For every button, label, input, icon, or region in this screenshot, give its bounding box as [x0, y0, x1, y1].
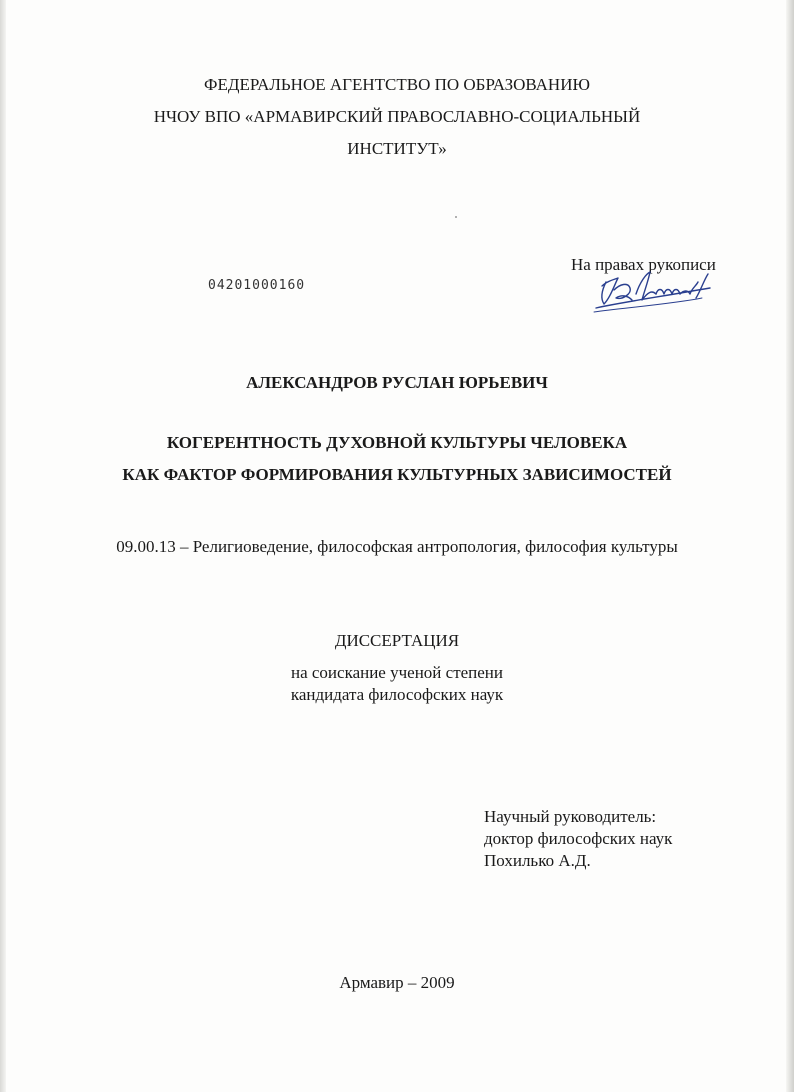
supervisor-name: Похилько А.Д. — [484, 851, 591, 870]
manuscript-rights-note: На правах рукописи — [571, 255, 716, 274]
registry-number: 04201000160 — [208, 278, 306, 293]
document-type: ДИССЕРТАЦИЯ — [334, 631, 460, 650]
author-name: АЛЕКСАНДРОВ РУСЛАН ЮРЬЕВИЧ — [246, 373, 548, 392]
dissertation-title-line2: КАК ФАКТОР ФОРМИРОВАНИЯ КУЛЬТУРНЫХ ЗАВИСИМОСТЕЙ — [122, 465, 672, 484]
place-year: Армавир – 2009 — [339, 973, 455, 992]
institute-name-line1: НЧОУ ВПО «АРМАВИРСКИЙ ПРАВОСЛАВНО-СОЦИАЛЬНЫЙ — [153, 107, 641, 126]
supervisor-block — [484, 806, 672, 872]
supervisor-degree: доктор философских наук — [484, 829, 673, 848]
supervisor-label: Научный руководитель: — [484, 807, 657, 826]
specialty-code: 09.00.13 – Религиоведение, философская антропология, философия культуры — [116, 537, 678, 556]
institute-name-line2: ИНСТИТУТ» — [347, 139, 447, 158]
agency-name: ФЕДЕРАЛЬНОЕ АГЕНТСТВО ПО ОБРАЗОВАНИЮ — [204, 75, 590, 94]
degree-purpose-line1: на соискание ученой степени — [290, 663, 504, 682]
signature-icon — [592, 268, 716, 314]
scan-speck — [455, 216, 457, 218]
degree-purpose-line2: кандидата философских наук — [290, 685, 504, 704]
dissertation-title-line1: КОГЕРЕНТНОСТЬ ДУХОВНОЙ КУЛЬТУРЫ ЧЕЛОВЕКА — [166, 433, 628, 452]
